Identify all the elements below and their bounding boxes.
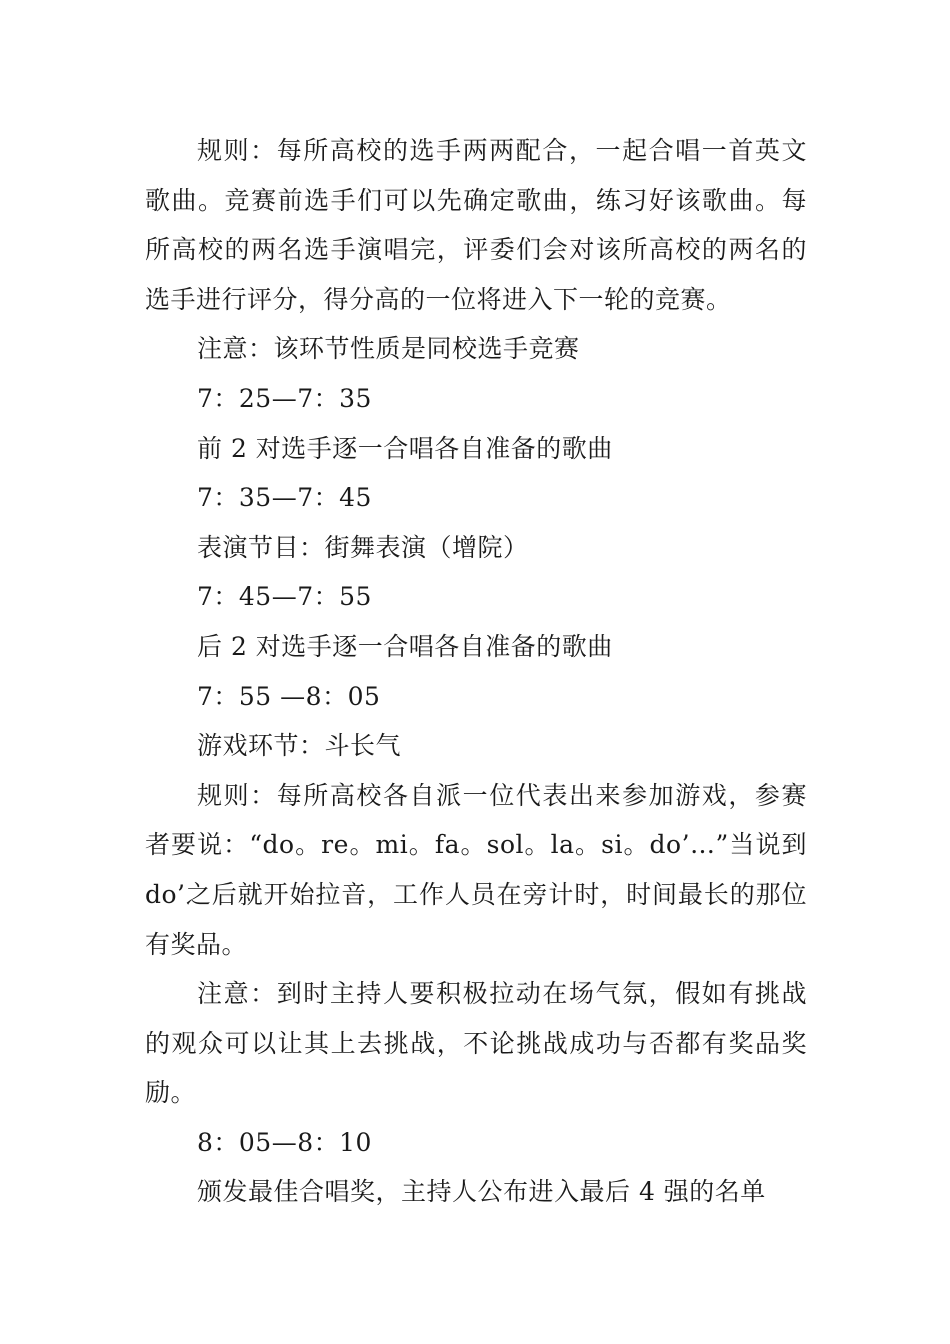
paragraph-game: 游戏环节：斗长气: [197, 731, 402, 761]
paragraph-note-1: 注意：该环节性质是同校选手竞赛: [197, 334, 580, 364]
time-slot-2: 7：35—7：45: [197, 483, 372, 513]
paragraph-first-pairs: 前 2 对选手逐一合唱各自准备的歌曲: [197, 433, 613, 463]
paragraph-note-2: 注意：到时主持人要积极拉动在场气氛，假如有挑战的观众可以让其上去挑战，不论挑战成功与否都有奖品奖励。: [145, 979, 807, 1108]
paragraph-rules-1: 规则：每所高校的选手两两配合，一起合唱一首英文歌曲。竞赛前选手们可以先确定歌曲，练习好该歌曲。每所高校的两名选手演唱完，评委们会对该所高校的两名的选手进行评分，得分高的一位将进入下一轮的竞赛。: [145, 136, 807, 314]
document-body: [145, 126, 807, 1217]
paragraph-performance: 表演节目：街舞表演（增院）: [197, 532, 529, 562]
time-slot-4: 7：55 —8：05: [197, 681, 381, 711]
paragraph-rules-2: 规则：每所高校各自派一位代表出来参加游戏，参赛者要说：“do。re。mi。fa。sol。la。si。do’…”当说到 do’之后就开始拉音，工作人员在旁计时，时间最长的那位有奖品。: [145, 780, 807, 959]
paragraph-last-pairs: 后 2 对选手逐一合唱各自准备的歌曲: [197, 631, 613, 661]
time-slot-5: 8：05—8：10: [197, 1127, 372, 1157]
time-slot-3: 7：45—7：55: [197, 582, 372, 612]
time-slot-1: 7：25—7：35: [197, 383, 372, 413]
paragraph-award: 颁发最佳合唱奖，主持人公布进入最后 4 强的名单: [197, 1177, 766, 1207]
